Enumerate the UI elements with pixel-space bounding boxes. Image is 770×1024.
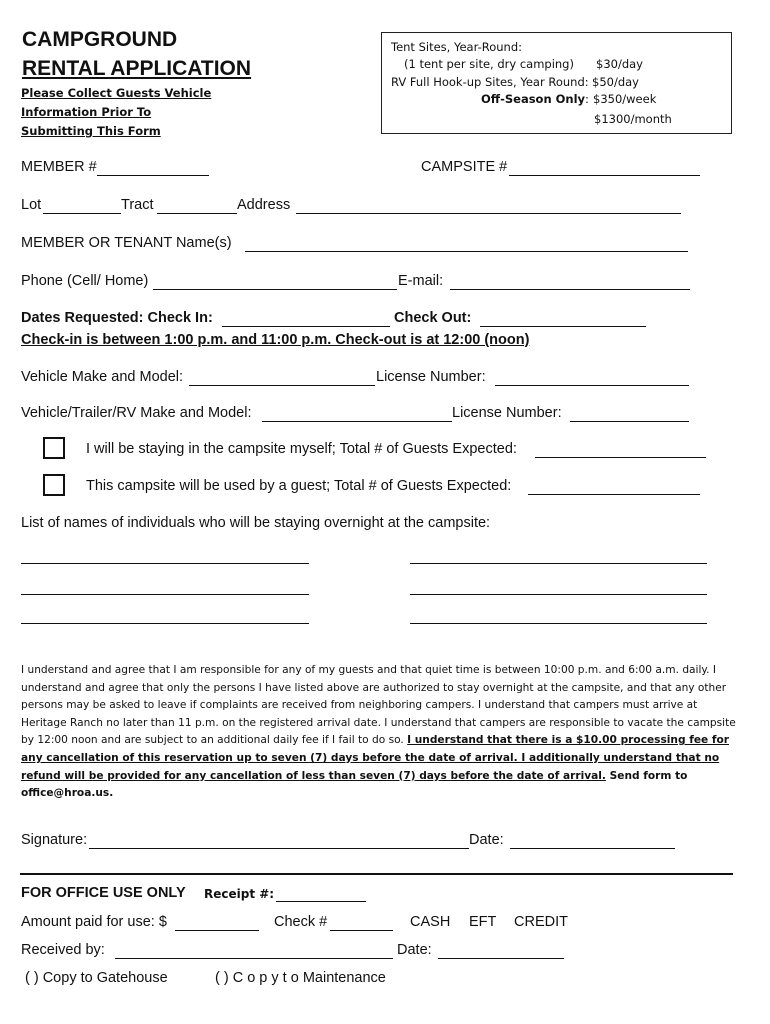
tract-label: Tract xyxy=(121,197,154,213)
eft-option: EFT xyxy=(469,914,497,930)
cash-option: CASH xyxy=(410,914,451,930)
license1-label: License Number: xyxy=(376,369,486,385)
guest-use-guests-field[interactable] xyxy=(528,494,700,495)
rv-price: $50/day xyxy=(592,75,639,89)
offseason-month: $1300/month xyxy=(594,112,672,126)
guest-name-line-6[interactable] xyxy=(410,623,707,624)
staying-myself-checkbox[interactable] xyxy=(43,437,65,459)
member-number-label: MEMBER # xyxy=(21,159,97,175)
list-names-label: List of names of individuals who will be staying overnight at the campsite: xyxy=(21,515,491,531)
email-label: E-mail: xyxy=(398,273,444,289)
email-field[interactable] xyxy=(450,289,690,290)
office-date-label: Date: xyxy=(397,942,432,958)
tract-field[interactable] xyxy=(157,213,237,214)
amount-paid-field[interactable] xyxy=(175,930,259,931)
license1-field[interactable] xyxy=(495,385,689,386)
check-out-field[interactable] xyxy=(480,326,646,327)
license2-field[interactable] xyxy=(570,421,689,422)
note-line1: Please Collect Guests Vehicle xyxy=(21,86,212,100)
receipt-label: Receipt #: xyxy=(204,887,275,901)
received-by-field[interactable] xyxy=(115,958,393,959)
member-tenant-label: MEMBER OR TENANT Name(s) xyxy=(21,235,232,251)
offseason-label: Off-Season Only xyxy=(481,92,586,106)
offseason-label-wrap xyxy=(481,92,589,106)
dates-requested-label: Dates Requested: Check In: xyxy=(21,310,213,326)
received-by-label: Received by: xyxy=(21,942,105,958)
amount-paid-label: Amount paid for use: $ xyxy=(21,914,167,930)
office-date-field[interactable] xyxy=(438,958,564,959)
guest-name-line-4[interactable] xyxy=(410,594,707,595)
license2-label: License Number: xyxy=(452,405,562,421)
address-field[interactable] xyxy=(296,213,681,214)
signature-date-label: Date: xyxy=(469,832,504,848)
signature-field[interactable] xyxy=(89,848,469,849)
campsite-number-label: CAMPSITE # xyxy=(421,159,508,175)
guest-use-checkbox[interactable] xyxy=(43,474,65,496)
copy-maintenance-option[interactable]: ( ) C o p y t o Maintenance xyxy=(215,970,386,986)
policy-text: I understand and agree that I am responsible for any of my guests and that quiet time is between 10:00 p.m. and 6:00 a.m. daily. I understand and agree that only the persons I have listed above are authorized to stay overnight at the campsite, and that any other persons may be asked to leave if complaints are received from neighboring campers. I understand that campers must arrive at Heritage Ranch no later than 11 p.m. on the registered arrival date. I understand that campers are responsible to vacate the campsite by 12:00 noon and are subject to an additional daily fee if I fail to do so. xyxy=(21,664,736,747)
guest-name-line-1[interactable] xyxy=(21,563,309,564)
rv-label: RV Full Hook-up Sites, Year Round: xyxy=(391,75,589,89)
member-number-field[interactable] xyxy=(97,175,209,176)
tent-price: $30/day xyxy=(596,57,643,71)
form-title-line1: CAMPGROUND xyxy=(22,28,178,51)
guest-name-line-2[interactable] xyxy=(410,563,707,564)
check-out-label: Check Out: xyxy=(394,310,472,326)
copy-gatehouse-option[interactable]: ( ) Copy to Gatehouse xyxy=(25,970,168,986)
guest-use-label: This campsite will be used by a guest; Total # of Guests Expected: xyxy=(86,478,512,494)
check-in-field[interactable] xyxy=(222,326,390,327)
staying-myself-guests-field[interactable] xyxy=(535,457,706,458)
checkin-times-note: Check-in is between 1:00 p.m. and 11:00 p.m. Check-out is at 12:00 (noon) xyxy=(21,332,530,348)
tent-detail: (1 tent per site, dry camping) xyxy=(404,57,574,71)
member-tenant-field[interactable] xyxy=(245,251,688,252)
rates-heading: Tent Sites, Year-Round: xyxy=(391,40,523,54)
policy-send-form: Send form to office@hroa.us. xyxy=(21,769,688,800)
vehicle-trailer-label: Vehicle/Trailer/RV Make and Model: xyxy=(21,405,252,421)
office-use-heading: FOR OFFICE USE ONLY xyxy=(21,885,186,901)
rates-box xyxy=(381,32,732,134)
vehicle-field[interactable] xyxy=(189,385,375,386)
signature-label: Signature: xyxy=(21,832,88,848)
lot-label: Lot xyxy=(21,197,42,213)
offseason-week: $350/week xyxy=(593,92,657,106)
form-title-line2: RENTAL APPLICATION xyxy=(22,57,252,80)
policy-cancellation: I understand that there is a $10.00 processing fee for any cancellation of this reservation up to seven (7) days before the date of arrival. I additionally understand that no refund will be provided for any cancellation of less than seven (7) days before the date of arrival. xyxy=(21,734,729,782)
receipt-field[interactable] xyxy=(276,901,366,902)
address-label: Address xyxy=(237,197,291,213)
policy-paragraph xyxy=(21,662,736,803)
lot-field[interactable] xyxy=(43,213,121,214)
vehicle-trailer-field[interactable] xyxy=(262,421,452,422)
phone-field[interactable] xyxy=(153,289,397,290)
note-line2: Information Prior To xyxy=(21,105,152,119)
office-divider xyxy=(20,873,733,875)
phone-label: Phone (Cell/ Home) xyxy=(21,273,149,289)
check-number-field[interactable] xyxy=(330,930,393,931)
guest-name-line-3[interactable] xyxy=(21,594,309,595)
note-line3: Submitting This Form xyxy=(21,124,161,138)
staying-myself-label: I will be staying in the campsite myself; Total # of Guests Expected: xyxy=(86,441,517,457)
signature-date-field[interactable] xyxy=(510,848,675,849)
campsite-number-field[interactable] xyxy=(509,175,700,176)
guest-name-line-5[interactable] xyxy=(21,623,309,624)
credit-option: CREDIT xyxy=(514,914,568,930)
offseason-colon: : xyxy=(585,92,589,106)
vehicle-label: Vehicle Make and Model: xyxy=(21,369,184,385)
check-number-label: Check # xyxy=(274,914,328,930)
